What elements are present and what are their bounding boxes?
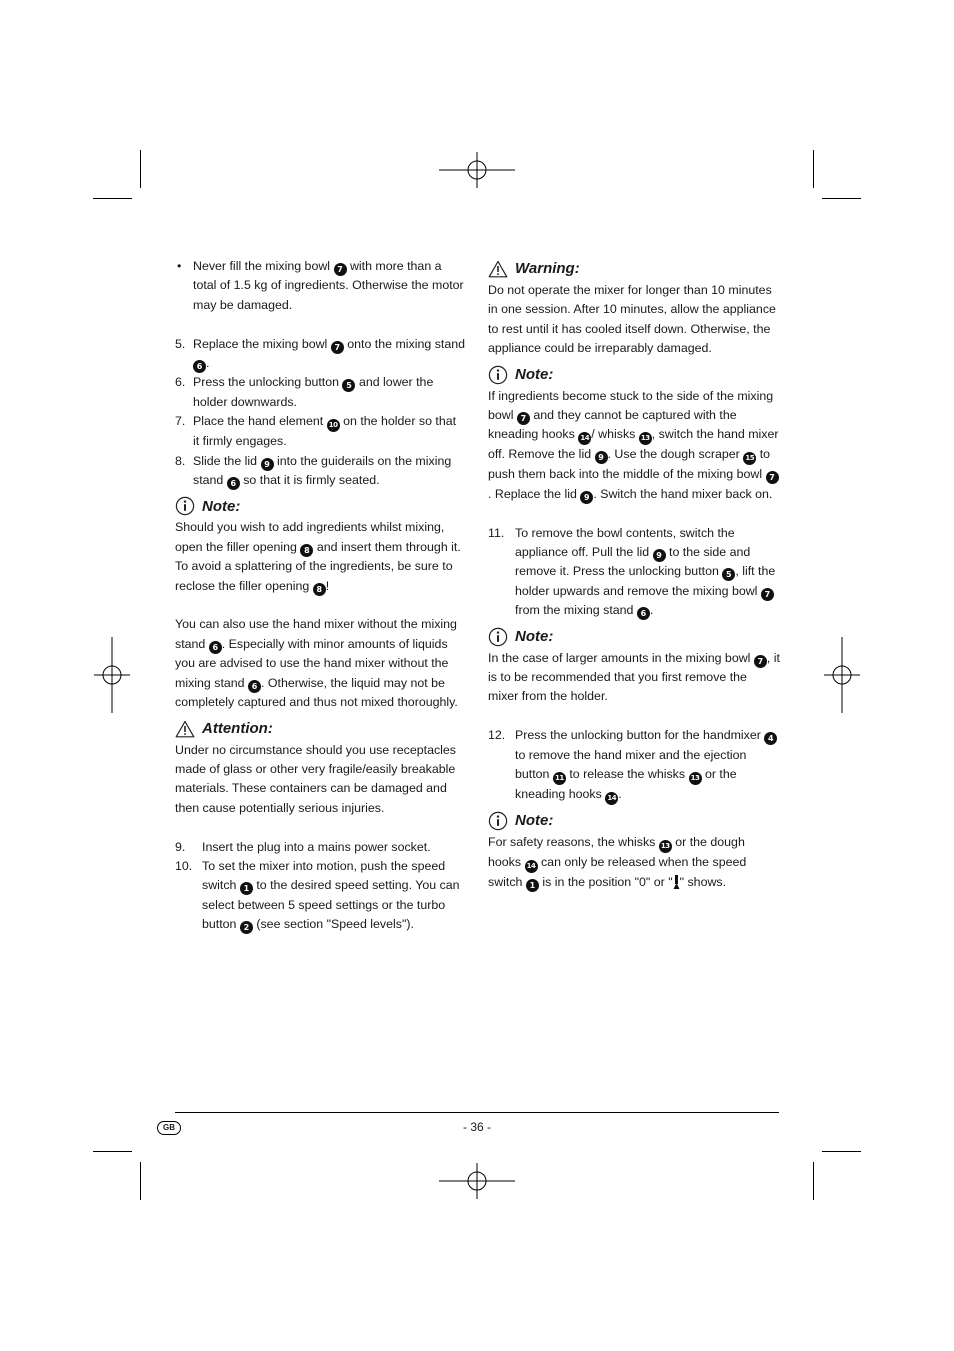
crop-mark <box>822 1151 861 1152</box>
footer-rule <box>175 1112 779 1113</box>
note-heading: Note: <box>488 625 780 649</box>
callout-9: 9 <box>595 451 608 464</box>
callout-7: 7 <box>517 412 530 425</box>
callout-8: 8 <box>300 544 313 557</box>
callout-7: 7 <box>761 588 774 601</box>
info-icon <box>488 627 508 647</box>
warning-triangle-icon <box>488 260 508 278</box>
registration-mark-top <box>439 152 515 188</box>
warning-text: Do not operate the mixer for longer than 10 minutes in one session. After 10 minutes, allow the appliance to rest until it has cooled itself down. Otherwise, the appliance could be irreparably damaged. <box>488 283 776 356</box>
callout-13: 13 <box>659 840 672 853</box>
note-text: In the case of larger amounts in the mixing bowl 7 , it is to be recommended that you first remove the mixer from the holder. <box>488 650 780 704</box>
callout-6: 6 <box>227 477 240 490</box>
list-item: 10. To set the mixer into motion, push the speed switch 1 to the desired speed setting. You can select between 5 speed settings or the turbo button 2 (see section "Speed levels"). <box>175 858 460 933</box>
info-icon <box>175 496 195 516</box>
crop-mark <box>93 198 132 199</box>
list-item: 7. Place the hand element 10 on the holder so that it firmly engages. <box>175 414 457 449</box>
crop-mark <box>140 1162 141 1200</box>
list-item: 11. To remove the bowl contents, switch the appliance off. Pull the lid 9 to the side and remove it. Press the unlocking button 5 , lift the holder upwards and remove the mixing bowl 7 from the mixing stand 6 . <box>488 525 776 619</box>
list-item: 12. Press the unlocking button for the handmixer 4 to remove the hand mixer and the ejection button 11 to release the whisks 13 or the kneading hooks 14 . <box>488 726 780 805</box>
registration-mark-bottom <box>439 1163 515 1199</box>
crop-mark <box>140 150 141 188</box>
callout-13: 13 <box>689 772 702 785</box>
crop-mark <box>822 198 861 199</box>
body-paragraph: You can also use the hand mixer without the mixing stand 6 . Especially with minor amounts of liquids you are advised to use the hand mixer without the mixing stand 6 . Otherwise, the liquid may not be completely captured and thus not mixed thoroughly. <box>175 617 458 710</box>
list-item: • Never fill the mixing bowl 7 with more than a total of 1.5 kg of ingredients. Otherwise the motor may be damaged. <box>177 259 464 312</box>
note-heading: Note: <box>488 363 780 387</box>
callout-14: 14 <box>525 860 538 873</box>
crop-mark <box>813 1162 814 1200</box>
left-column <box>175 257 465 935</box>
registration-mark-left <box>94 637 130 713</box>
warning-heading: Warning: <box>488 257 780 281</box>
page-number: - 36 - <box>462 1120 491 1134</box>
list-item: 5. Replace the mixing bowl 7 onto the mixing stand 6 . <box>175 336 466 372</box>
callout-9: 9 <box>580 491 593 504</box>
callout-1: 1 <box>526 879 539 892</box>
callout-6: 6 <box>637 607 650 620</box>
callout-15: 15 <box>743 452 756 465</box>
registration-mark-right <box>824 637 860 713</box>
crop-mark <box>93 1151 132 1152</box>
switch-lever-icon <box>673 875 680 889</box>
info-icon <box>488 811 508 831</box>
callout-1: 1 <box>240 882 253 895</box>
info-icon <box>488 365 508 385</box>
note-text: For safety reasons, the whisks 13 or the dough hooks 14 can only be released when the speed switch 1 is in the position "0" or " " shows. <box>488 835 747 891</box>
country-badge: GB <box>157 1121 181 1135</box>
callout-13: 13 <box>639 432 652 445</box>
note-text: Should you wish to add ingredients whilst mixing, open the filler opening 8 and insert them through it. To avoid a splattering of the ingredients, be sure to reclose the filler opening 8 ! <box>175 520 461 594</box>
callout-9: 9 <box>653 549 666 562</box>
callout-7: 7 <box>754 655 767 668</box>
callout-14: 14 <box>578 432 591 445</box>
callout-2: 2 <box>240 921 253 934</box>
callout-6: 6 <box>193 360 206 373</box>
list-item: 9. Insert the plug into a mains power socket. <box>175 839 431 854</box>
callout-6: 6 <box>248 680 261 693</box>
callout-6: 6 <box>209 641 222 654</box>
note-text: If ingredients become stuck to the side of the mixing bowl 7 and they cannot be captured with the kneading hooks 14 / whisks 13 , switch the hand mixer off. Remove the lid 9 . Use the dough scraper 15 to push them back into the middle of the mixing bowl 7. Replace the lid 9 . Switch the hand mixer back on. <box>488 388 779 502</box>
callout-7: 7 <box>331 341 344 354</box>
callout-14: 14 <box>605 792 618 805</box>
callout-10: 10 <box>327 419 340 432</box>
note-heading: Note: <box>175 494 465 518</box>
callout-5: 5 <box>342 379 355 392</box>
list-item: 8. Slide the lid 9 into the guiderails on the mixing stand 6 so that it is firmly seated. <box>175 453 452 489</box>
callout-7: 7 <box>766 471 779 484</box>
attention-heading: Attention: <box>175 717 465 741</box>
callout-4: 4 <box>764 732 777 745</box>
crop-mark <box>813 150 814 188</box>
list-item: 6. Press the unlocking button 5 and lower the holder downwards. <box>175 375 434 409</box>
note-heading: Note: <box>488 809 780 833</box>
callout-9: 9 <box>261 458 274 471</box>
warning-triangle-icon <box>175 720 195 738</box>
right-column <box>488 257 780 893</box>
callout-11: 11 <box>553 772 566 785</box>
callout-8: 8 <box>313 583 326 596</box>
callout-7: 7 <box>334 263 347 276</box>
callout-5: 5 <box>722 568 735 581</box>
attention-text: Under no circumstance should you use receptacles made of glass or other very fragile/easily breakable materials. These containers can be damaged and then cause potentially serious injuries. <box>175 742 457 815</box>
